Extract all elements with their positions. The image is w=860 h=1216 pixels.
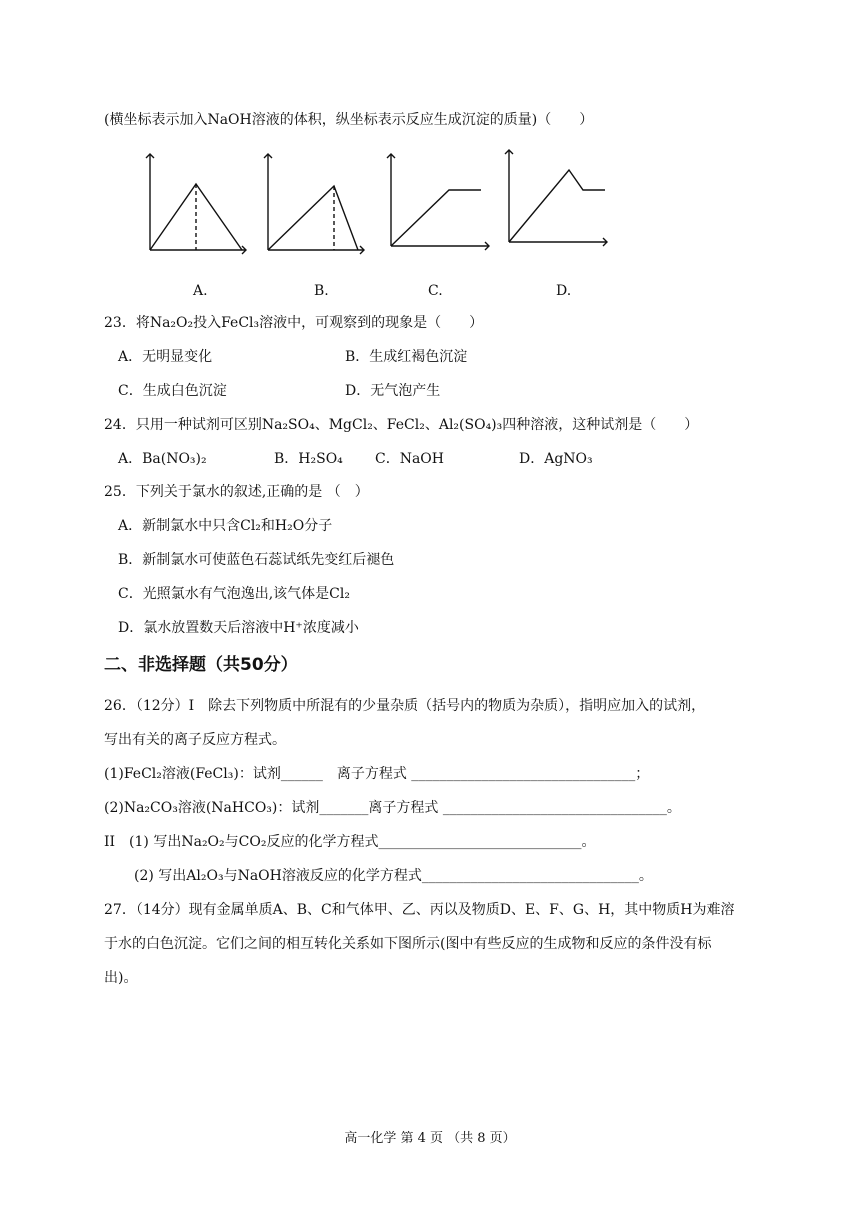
- q27-line1: 27．（14分）现有金属单质A、B、C和气体甲、乙、丙以及物质D、E、F、G、H，其中物质H为难溶: [104, 902, 735, 918]
- q23-option-b: B．生成红褐色沉淀: [345, 349, 468, 365]
- q26-item1: (1)FeCl₂溶液(FeCl₃)：试剂______ 离子方程式 ________________________________；: [104, 766, 650, 782]
- graph-label-c: C.: [428, 283, 443, 299]
- graph-label-a: A.: [193, 283, 208, 299]
- page-footer: 高一化学 第 4 页 （共 8 页）: [344, 1131, 516, 1146]
- graph-label-b: B.: [314, 283, 329, 299]
- q27-line2: 于水的白色沉淀。它们之间的相互转化关系如下图所示(图中有些反应的生成物和反应的条件没有标: [104, 936, 712, 952]
- q26-line2: 写出有关的离子反应方程式。: [104, 732, 286, 748]
- q24-option-a: A．Ba(NO₃)₂: [118, 451, 207, 467]
- intro-text: (横坐标表示加入NaOH溶液的体积，纵坐标表示反应生成沉淀的质量)（ ）: [104, 112, 594, 128]
- q26-item2: (2)Na₂CO₃溶液(NaHCO₃)：试剂_______离子方程式 ________________________________。: [104, 800, 681, 816]
- q24-stem: 24．只用一种试剂可区别Na₂SO₄、MgCl₂、FeCl₂、Al₂(SO₄)₃四种溶液，这种试剂是（ ）: [104, 417, 699, 433]
- q24-option-c: C．NaOH: [375, 451, 444, 467]
- q23-stem: 23．将Na₂O₂投入FeCl₃溶液中，可观察到的现象是（ ）: [104, 315, 484, 331]
- graph-label-d: D.: [556, 283, 572, 299]
- q25-stem: 25．下列关于氯水的叙述,正确的是 （ ）: [104, 484, 369, 500]
- q26-part2-2: (2) 写出Al₂O₃与NaOH溶液反应的化学方程式_______________________________。: [134, 868, 653, 884]
- q24-option-d: D．AgNO₃: [519, 451, 593, 467]
- q26-line1: 26．（12分）I 除去下列物质中所混有的少量杂质（括号内的物质为杂质），指明应加入的试剂，: [104, 698, 706, 714]
- graph-a: [138, 150, 248, 260]
- q25-option-a: A．新制氯水中只含Cl₂和H₂O分子: [118, 518, 333, 534]
- q26-part2-1: II (1) 写出Na₂O₂与CO₂反应的化学方程式_____________________________。: [104, 834, 596, 850]
- q25-option-d: D．氯水放置数天后溶液中H⁺浓度减小: [118, 620, 359, 636]
- graph-c: [379, 150, 493, 260]
- q23-option-a: A．无明显变化: [118, 349, 213, 365]
- q23-option-c: C．生成白色沉淀: [118, 383, 227, 399]
- q24-option-b: B．H₂SO₄: [274, 451, 343, 467]
- section-heading: 二、非选择题（共50分）: [104, 655, 298, 675]
- graph-d: [497, 146, 611, 256]
- q27-line3: 出)。: [104, 970, 138, 986]
- q23-option-d: D．无气泡产生: [345, 383, 441, 399]
- q25-option-c: C．光照氯水有气泡逸出,该气体是Cl₂: [118, 586, 350, 602]
- q25-option-b: B．新制氯水可使蓝色石蕊试纸先变红后褪色: [118, 552, 395, 568]
- graph-b: [256, 150, 366, 260]
